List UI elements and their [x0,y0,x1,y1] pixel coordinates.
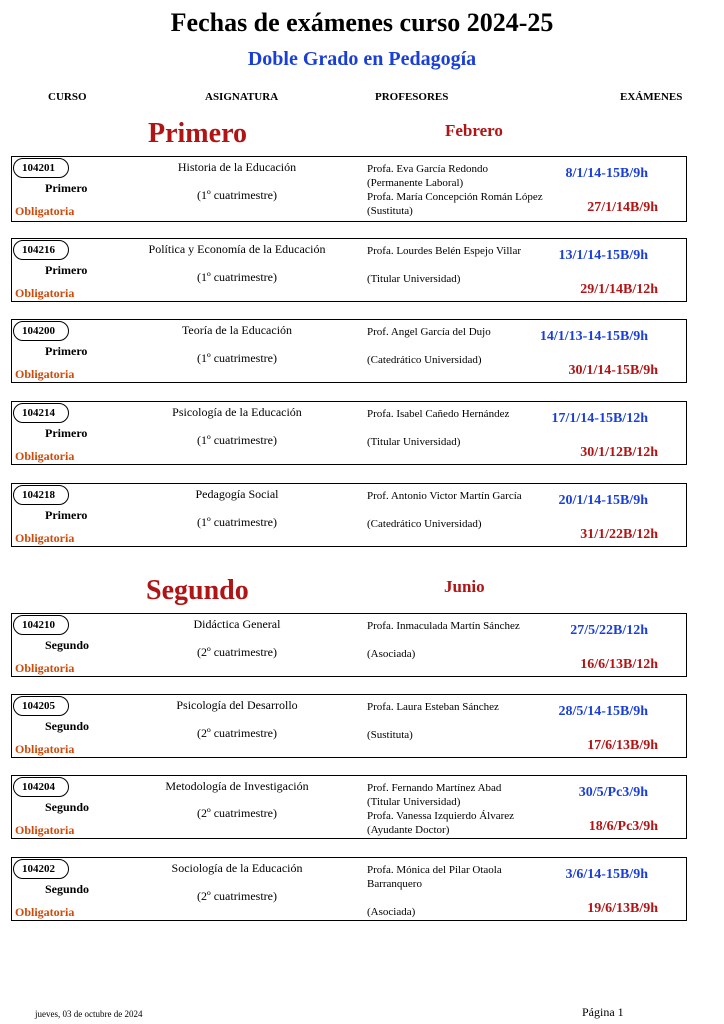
course-code: 104202 [13,859,69,879]
exam-date-1: 17/1/14-15B/12h [551,411,648,426]
course-subject: Historia de la Educación [177,160,297,174]
course-year: Primero [45,344,88,358]
page-title: Fechas de exámenes curso 2024-25 [170,8,554,37]
course-subject: Política y Economía de la Educación [148,242,326,256]
course-subject: Psicología del Desarrollo [176,698,298,712]
course-code: 104200 [13,321,69,341]
section-month-febrero: Febrero [445,121,503,140]
course-type: Obligatoria [15,823,75,837]
course-card [11,694,687,758]
exam-date-2: 17/6/13B/9h [587,738,658,753]
section-heading-primero: Primero [148,118,247,149]
column-header-profesores: PROFESORES [375,91,449,103]
course-code: 104201 [13,158,69,178]
exam-date-2: 16/6/13B/12h [580,657,658,672]
course-professors: Profa. Inmaculada Martín Sánchez (Asociada) [367,620,520,660]
course-code: 104210 [13,615,69,635]
course-card [11,613,687,677]
course-semester: (1º cuatrimestre) [196,188,277,202]
course-subject: Psicología de la Educación [172,405,302,419]
course-professors: Profa. Isabel Cañedo Hernández (Titular Universidad) [367,408,510,448]
course-type: Obligatoria [15,661,75,675]
course-semester: (1º cuatrimestre) [196,515,277,529]
course-type: Obligatoria [15,531,75,545]
course-professors: Profa. Mónica del Pilar Otaola Barranquero (Asociada) [367,864,502,918]
course-year: Segundo [45,882,90,896]
course-semester: (1º cuatrimestre) [196,351,277,365]
course-semester: (2º cuatrimestre) [196,806,277,820]
exam-date-1: 20/1/14-15B/9h [558,493,648,508]
exam-date-2: 19/6/13B/9h [587,901,658,916]
course-card [11,857,687,921]
course-subject: Didáctica General [193,617,281,631]
course-subject: Sociología de la Educación [171,861,303,875]
exam-date-1: 13/1/14-15B/9h [558,248,648,263]
page-subtitle: Doble Grado en Pedagogía [247,48,477,70]
course-semester: (2º cuatrimestre) [196,889,277,903]
course-subject: Metodología de Investigación [165,779,309,793]
exam-date-1: 30/5/Pc3/9h [578,785,648,800]
course-card [11,156,687,222]
course-professors: Prof. Fernando Martínez Abad (Titular Universidad) Profa. Vanessa Izquierdo Álvarez (Ayudante Doctor) [367,782,515,836]
course-type: Obligatoria [15,286,75,300]
exam-date-2: 30/1/12B/12h [580,445,658,460]
course-code: 104216 [13,240,69,260]
course-professors: Prof. Angel García del Dujo (Catedrático Universidad) [367,326,491,366]
course-year: Segundo [45,719,90,733]
course-card [11,319,687,383]
course-year: Primero [45,263,88,277]
course-year: Segundo [45,800,90,814]
course-professors: Profa. Eva García Redondo (Permanente Laboral) Profa. María Concepción Román López (Sustituta) [367,163,543,217]
course-professors: Profa. Lourdes Belén Espejo Villar (Titular Universidad) [367,245,522,285]
course-code: 104214 [13,403,69,423]
course-card [11,775,687,839]
course-type: Obligatoria [15,204,75,218]
exam-date-1: 3/6/14-15B/9h [565,867,648,882]
exam-date-1: 27/5/22B/12h [570,623,648,638]
column-header-asignatura: ASIGNATURA [205,91,279,103]
course-semester: (1º cuatrimestre) [196,433,277,447]
footer-date: jueves, 03 de octubre de 2024 [35,1009,143,1019]
column-header-examenes: EXÁMENES [620,91,683,103]
course-type: Obligatoria [15,742,75,756]
exam-date-2: 31/1/22B/12h [580,527,658,542]
page-number: Página 1 [582,1005,624,1019]
course-type: Obligatoria [15,367,75,381]
course-card [11,483,687,547]
course-card [11,401,687,465]
course-year: Primero [45,508,88,522]
course-professors: Prof. Antonio Victor Martín García (Catedrático Universidad) [367,490,522,530]
exam-date-1: 14/1/13-14-15B/9h [539,329,648,344]
course-year: Primero [45,181,88,195]
exam-date-2: 30/1/14-15B/9h [568,363,658,378]
exam-date-1: 8/1/14-15B/9h [565,166,648,181]
course-year: Segundo [45,638,90,652]
section-heading-segundo: Segundo [146,575,249,606]
course-type: Obligatoria [15,449,75,463]
course-professors: Profa. Laura Esteban Sánchez (Sustituta) [367,701,499,741]
course-semester: (2º cuatrimestre) [196,726,277,740]
course-code: 104218 [13,485,69,505]
course-subject: Teoría de la Educación [181,323,293,337]
course-card [11,238,687,302]
course-semester: (2º cuatrimestre) [196,645,277,659]
course-subject: Pedagogía Social [195,487,279,501]
exam-date-2: 29/1/14B/12h [580,282,658,297]
course-type: Obligatoria [15,905,75,919]
course-semester: (1º cuatrimestre) [196,270,277,284]
section-month-junio: Junio [444,577,485,596]
exam-date-2: 27/1/14B/9h [587,200,658,215]
course-code: 104204 [13,777,69,797]
column-header-curso: CURSO [48,91,87,103]
course-code: 104205 [13,696,69,716]
course-year: Primero [45,426,88,440]
exam-date-2: 18/6/Pc3/9h [588,819,658,834]
exam-date-1: 28/5/14-15B/9h [558,704,648,719]
